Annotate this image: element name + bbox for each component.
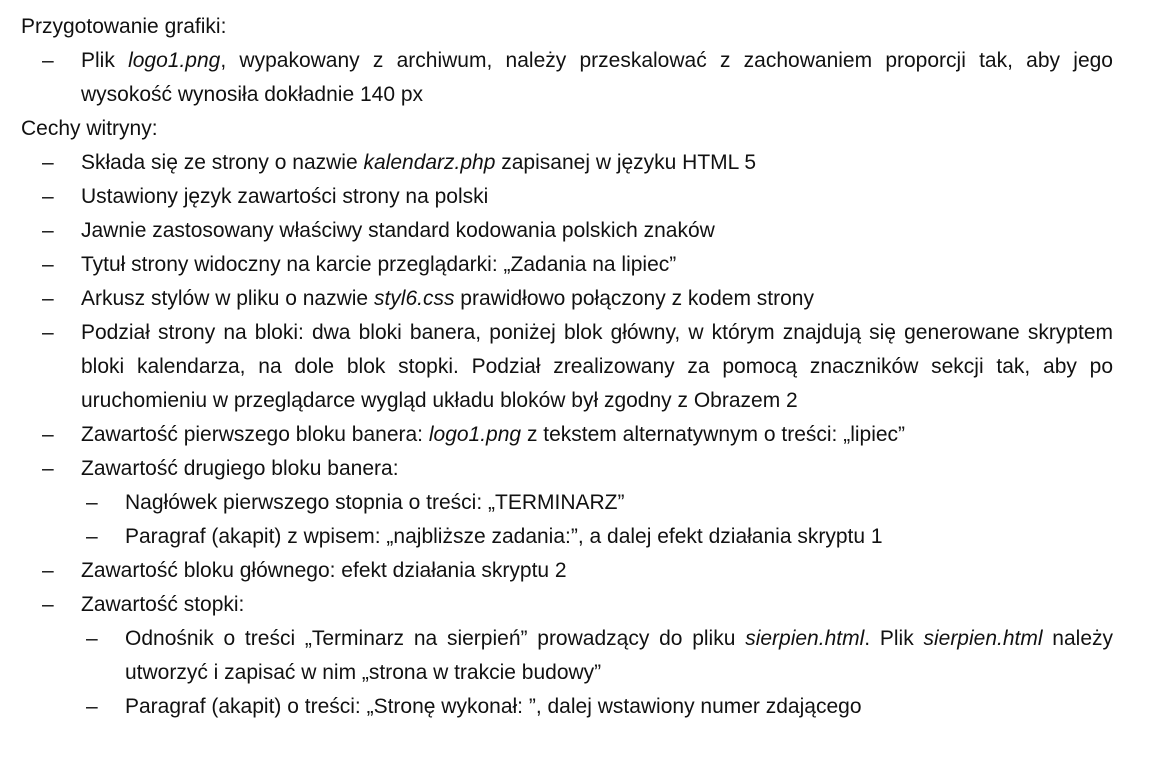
item-text: Zawartość pierwszego bloku banera: logo1.png z tekstem alternatywnym o treści: „lipiec” — [81, 423, 906, 446]
item-text: Tytuł strony widoczny na karcie przeglądarki: „Zadania na lipiec” — [81, 253, 677, 276]
graphics-list — [21, 44, 1113, 112]
item-text: Arkusz stylów w pliku o nazwie styl6.css prawidłowo połączony z kodem strony — [81, 287, 814, 310]
list-item — [21, 588, 1113, 622]
bullet-dash: – — [42, 219, 54, 242]
item-text: Podział strony na bloki: dwa bloki banera, poniżej blok główny, w którym znajdują się generowane skryptem bloki kalendarza, na dole blok stopki. Podział zrealizowany za pomocą znaczników sekcji tak, aby po uruchomieniu w przeglądarce wygląd układu bloków był zgodny z Obrazem 2 — [81, 321, 1113, 412]
item-text: Zawartość bloku głównego: efekt działania skryptu 2 — [81, 559, 567, 582]
list-item — [21, 44, 1113, 112]
section-heading-graphics: Przygotowanie grafiki: — [21, 15, 227, 38]
list-item — [21, 146, 1113, 180]
bullet-dash: – — [42, 49, 54, 72]
site-features-list — [21, 146, 1113, 724]
sub-list-item — [21, 690, 1113, 724]
list-item — [21, 214, 1113, 248]
bullet-dash: – — [42, 559, 54, 582]
item-text: Zawartość stopki: — [81, 593, 245, 616]
bullet-dash: – — [42, 151, 54, 174]
item-text: Zawartość drugiego bloku banera: — [81, 457, 399, 480]
sub-list-item — [21, 520, 1113, 554]
bullet-dash: – — [42, 185, 54, 208]
item-text: Jawnie zastosowany właściwy standard kodowania polskich znaków — [81, 219, 715, 242]
sub-list-item — [21, 622, 1113, 690]
item-text: Plik logo1.png, wypakowany z archiwum, należy przeskalować z zachowaniem proporcji tak, aby jego wysokość wynosiła dokładnie 140 px — [81, 49, 1113, 106]
item-text: Składa się ze strony o nazwie kalendarz.php zapisanej w języku HTML 5 — [81, 151, 757, 174]
bullet-dash: – — [42, 253, 54, 276]
sub-list-item — [21, 486, 1113, 520]
list-item — [21, 180, 1113, 214]
list-item — [21, 282, 1113, 316]
list-item — [21, 554, 1113, 588]
bullet-dash: – — [42, 321, 54, 344]
item-text: Paragraf (akapit) o treści: „Stronę wykonał: ”, dalej wstawiony numer zdającego — [125, 695, 862, 718]
bullet-dash: – — [86, 627, 98, 650]
bullet-dash: – — [86, 491, 98, 514]
item-text: Odnośnik o treści „Terminarz na sierpień” prowadzący do pliku sierpien.html. Plik sierpien.html należy utworzyć i zapisać w nim „strona w trakcie budowy” — [125, 627, 1114, 684]
item-text: Ustawiony język zawartości strony na polski — [81, 185, 489, 208]
document-body — [21, 10, 1113, 724]
bullet-dash: – — [86, 525, 98, 548]
bullet-dash: – — [86, 695, 98, 718]
bullet-dash: – — [42, 457, 54, 480]
list-item — [21, 418, 1113, 452]
bullet-dash: – — [42, 423, 54, 446]
section-heading-site: Cechy witryny: — [21, 117, 158, 140]
item-text: Paragraf (akapit) z wpisem: „najbliższe zadania:”, a dalej efekt działania skryptu 1 — [125, 525, 883, 548]
bullet-dash: – — [42, 287, 54, 310]
list-item — [21, 248, 1113, 282]
item-text: Nagłówek pierwszego stopnia o treści: „TERMINARZ” — [125, 491, 625, 514]
bullet-dash: – — [42, 593, 54, 616]
list-item — [21, 316, 1113, 418]
list-item — [21, 452, 1113, 486]
